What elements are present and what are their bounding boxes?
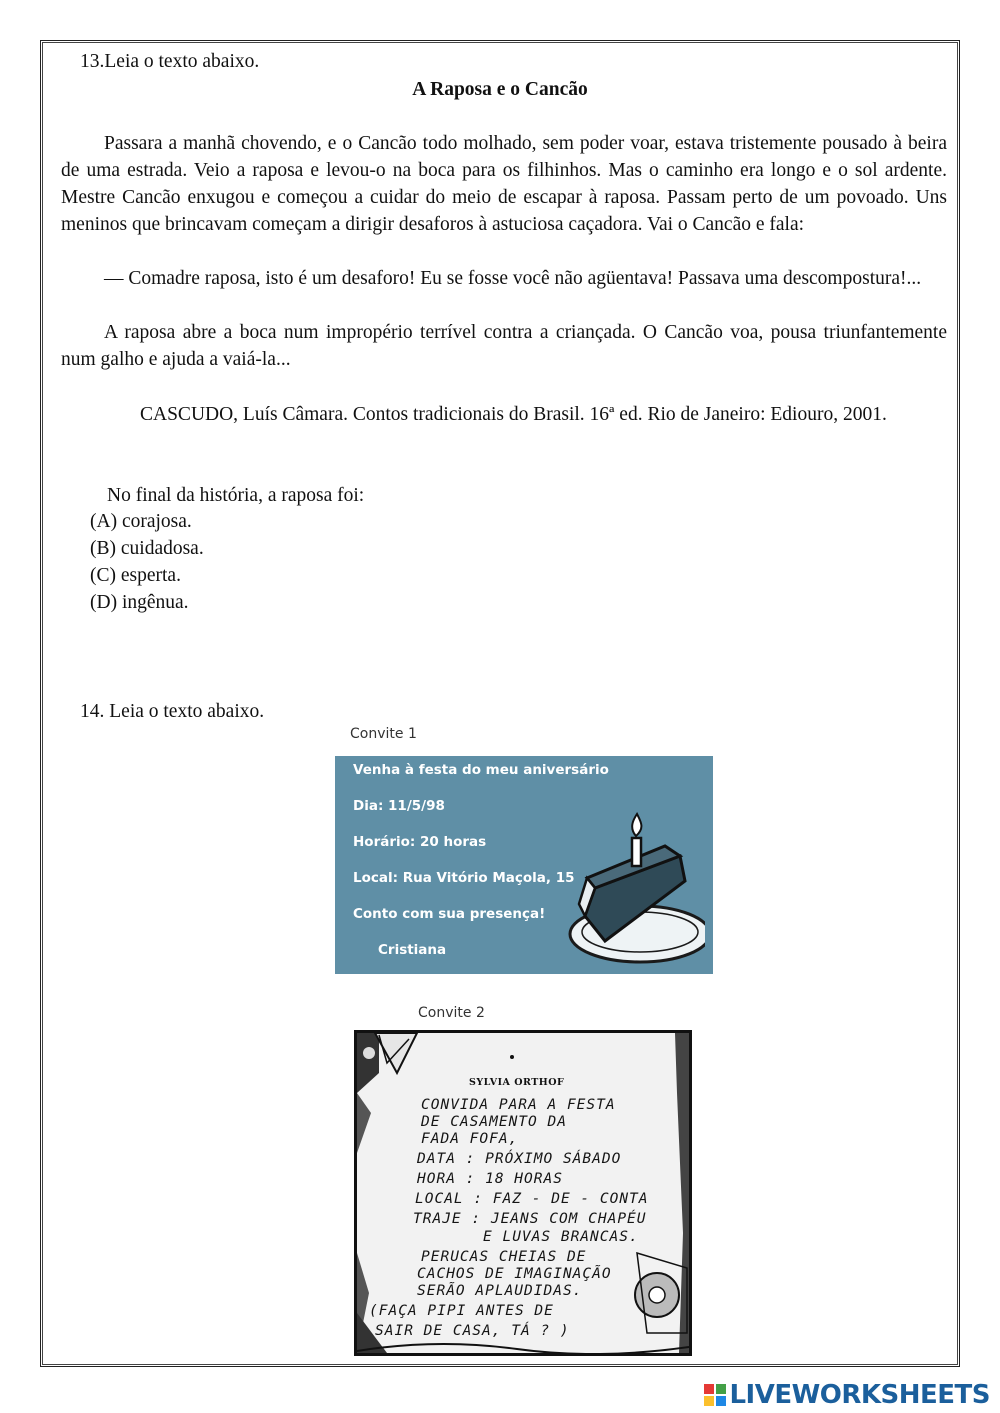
story-paragraph-1: Passara a manhã chovendo, e o Cancão todo molhado, sem poder voar, estava tristemente pousado à beira de uma estrada. Veio a raposa e levou-o na boca para os filhinhos. Mas o caminho era longo e o sol ardente. Mestre Cancão enxugou e começou a cuidar do meio de escapar à raposa. Passam perto de um povoado. Uns meninos que brincavam começam a dirigir desaforos à astuciosa caçadora. Vai o Cancão e fala: (61, 133, 947, 235)
story-paragraph-3: A raposa abre a boca num impropério terrível contra a criançada. O Cancão voa, pousa triunfantemente num galho e ajuda a vaiá-la... (61, 322, 947, 370)
invite-2-author: SYLVIA ORTHOF (469, 1077, 565, 1088)
option-a[interactable]: (A) corajosa. (90, 511, 192, 532)
invite-2-line: LOCAL : FAZ - DE - CONTA (415, 1191, 649, 1207)
option-d[interactable]: (D) ingênua. (90, 592, 189, 613)
option-b[interactable]: (B) cuidadosa. (90, 538, 204, 559)
story-title: A Raposa e o Cancão (412, 79, 588, 100)
invite-1-label: Convite 1 (350, 726, 417, 742)
liveworksheets-icon (704, 1384, 726, 1406)
invite-2-label: Convite 2 (418, 1005, 485, 1021)
invite-2-line: DE CASAMENTO DA (421, 1114, 567, 1130)
invite-1-line: Cristiana (378, 942, 447, 958)
invite-2-line: FADA FOFA, (421, 1131, 519, 1147)
citation: CASCUDO, Luís Câmara. Contos tradicionais do Brasil. 16ª ed. Rio de Janeiro: Ediouro, 2001. (140, 404, 887, 425)
invite-1-card (335, 756, 713, 974)
invite-2-card (354, 1030, 692, 1356)
invite-1-line: Local: Rua Vitório Maçola, 15 (353, 870, 575, 886)
invite-2-line: E LUVAS BRANCAS. (483, 1229, 639, 1245)
liveworksheets-logo (704, 1380, 990, 1410)
invite-2-line: CONVIDA PARA A FESTA (421, 1097, 616, 1113)
birthday-cake-icon (555, 786, 705, 971)
question-13-heading: 13.Leia o texto abaixo. (80, 51, 260, 72)
invite-2-line: CACHOS DE IMAGINAÇÃO (417, 1266, 612, 1282)
invite-2-line: SERÃO APLAUDIDAS. (417, 1283, 583, 1299)
invite-2-line: HORA : 18 HORAS (417, 1171, 563, 1187)
question-14-heading: 14. Leia o texto abaixo. (80, 701, 265, 722)
story-paragraph-2: — Comadre raposa, isto é um desaforo! Eu se fosse você não agüentava! Passava uma descompostura!... (104, 268, 922, 289)
invite-2-line: TRAJE : JEANS COM CHAPÉU (413, 1211, 647, 1227)
brand-name: LIVEWORKSHEETS (729, 1380, 990, 1410)
invite-1-line: Horário: 20 horas (353, 834, 487, 850)
invite-1-line: Dia: 11/5/98 (353, 798, 445, 814)
invite-1-line: Venha à festa do meu aniversário (353, 762, 609, 778)
option-c[interactable]: (C) esperta. (90, 565, 181, 586)
invite-2-line: (FAÇA PIPI ANTES DE (369, 1303, 554, 1319)
invite-1-line: Conto com sua presença! (353, 906, 546, 922)
invite-2-line: PERUCAS CHEIAS DE (421, 1249, 587, 1265)
invite-2-line: SAIR DE CASA, TÁ ? ) (375, 1323, 570, 1339)
invite-2-line: DATA : PRÓXIMO SÁBADO (417, 1151, 622, 1167)
question-13-prompt: No final da história, a raposa foi: (107, 485, 365, 506)
